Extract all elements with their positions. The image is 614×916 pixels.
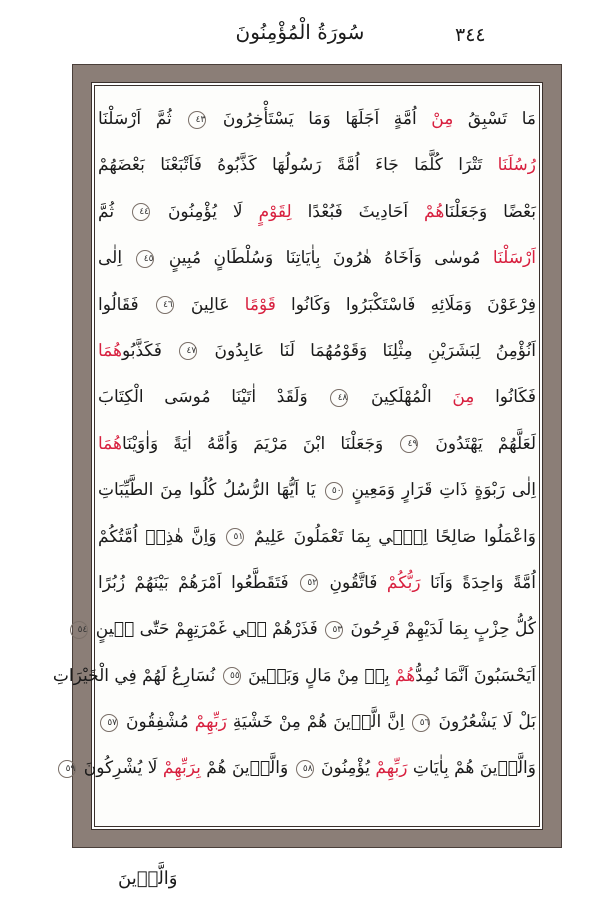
ayah-number-marker: ٤٨ — [330, 389, 348, 407]
text-segment: اِلٰى رَبْوَةٍ ذَاتِ قَرَارٍ وَمَعِينٍ — [344, 480, 536, 501]
highlighted-word: رَبُّكُمْ — [386, 572, 421, 593]
ayah-number-marker: ٤٧ — [179, 342, 197, 360]
text-segment: مُوسٰى وَاَخَاهُ هٰرُونَ بِاٰيَاتِنَا وَسُلْطَانٍ مُبِينٍ — [156, 248, 493, 269]
text-segment: وَاعْمَلُوا صَالِحًا اِنّ۪ي بِمَا تَعْمَلُونَ عَلِيمٌ — [246, 526, 536, 547]
text-line — [98, 560, 536, 606]
ayah-number-marker: ٥٣ — [325, 621, 343, 639]
text-segment: اَنُؤْمِنُ لِبَشَرَيْنِ مِثْلِنَا وَقَوْمُهُمَا لَنَا عَابِدُونَ — [199, 340, 536, 361]
ayah-number-marker: ٥١ — [226, 528, 244, 546]
text-segment: فَكَانُوا — [474, 387, 537, 408]
text-segment: فَاتَّقُونِ — [320, 572, 387, 593]
text-segment: اِنَّ الَّذ۪ينَ هُمْ مِنْ خَشْيَةِ — [226, 712, 411, 733]
ayah-number-marker: ٥٦ — [412, 714, 430, 732]
ayah-number-marker: ٥٥ — [223, 667, 241, 685]
highlighted-word: هُمَا — [98, 340, 122, 361]
text-line — [98, 421, 536, 467]
text-line — [98, 235, 536, 281]
text-line — [98, 142, 536, 188]
page-header — [0, 0, 614, 58]
ayah-number-marker: ٥٠ — [325, 482, 343, 500]
highlighted-word: مِنَ — [452, 387, 475, 408]
text-segment: اَحَادِيثَ فَبُعْدًا — [291, 201, 425, 222]
text-segment: عَالِينَ — [175, 294, 245, 315]
surah-title: سُورَةُ الْمُؤْمِنُونَ — [235, 20, 365, 44]
text-line — [65, 745, 536, 791]
ayah-number-marker: ٥٩ — [58, 760, 76, 778]
highlighted-word: رَبِّهِمْ — [375, 758, 408, 779]
text-line — [98, 699, 536, 745]
text-segment: وَلَقَدْ اٰتَيْنَا مُوسَى الْكِتَابَ — [98, 387, 329, 408]
text-segment: اِلٰى — [98, 248, 135, 269]
text-segment: ثُمَّ اَرْسَلْنَا — [98, 109, 187, 129]
ayah-number-marker: ٤٣ — [188, 111, 206, 129]
highlighted-word: هُمْ — [394, 665, 416, 686]
text-segment: اَيَحْسَبُونَ اَنَّمَا نُمِدُّ — [415, 665, 536, 686]
text-segment: لَعَلَّهُمْ يَهْتَدُونَ — [420, 433, 536, 454]
text-segment: تَتْرَا كُلَّمَا جَاءَ اُمَّةً رَسُولُهَا كَذَّبُوهُ فَاَتْبَعْنَا بَعْضَهُمْ — [98, 155, 498, 176]
ayah-number-marker: ٤٤ — [132, 203, 150, 221]
text-segment: لَا يُؤْمِنُونَ — [152, 201, 259, 222]
highlighted-word: هُمَا — [98, 433, 122, 454]
quran-text-block — [52, 96, 537, 820]
text-segment: بِه۪ مِنْ مَالٍ وَبَن۪ينَ — [242, 665, 395, 686]
catchword: وَالَّذ۪ينَ — [118, 868, 178, 889]
ayah-number-marker: ٤٩ — [400, 435, 418, 453]
text-segment: مَا تَسْبِقُ — [453, 109, 536, 129]
ayah-number-marker: ٥٤ — [70, 621, 88, 639]
highlighted-word: مِنْ — [431, 109, 454, 129]
highlighted-word: لِقَوْمٍ — [258, 201, 292, 222]
text-segment: وَجَعَلْنَا ابْنَ مَرْيَمَ وَاُمَّهُ اٰيَةً وَاٰوَيْنَا — [121, 433, 399, 454]
ayah-number-marker: ٥٨ — [296, 760, 314, 778]
ayah-number-marker: ٤٦ — [156, 296, 174, 314]
text-segment: لَا يُشْرِكُونَ — [78, 758, 163, 779]
highlighted-word: قَوْمًا — [244, 294, 276, 315]
highlighted-word: رُسُلَنَا — [497, 155, 536, 176]
text-line — [98, 514, 536, 560]
page-number: ٣٤٤ — [455, 24, 486, 46]
text-segment: وَالَّذ۪ينَ هُمْ — [200, 758, 294, 779]
text-segment: ثُمَّ — [98, 201, 130, 222]
text-segment: اُمَّةً وَاحِدَةً وَاَنَا — [420, 572, 536, 593]
text-segment: فَتَقَطَّعُوا اَمْرَهُمْ بَيْنَهُمْ زُبُرًا — [98, 572, 299, 593]
text-segment: فَكَذَّبُو — [121, 340, 178, 361]
text-line — [77, 606, 536, 652]
text-segment: فَقَالُوا — [98, 294, 154, 315]
ayah-number-marker: ٤٥ — [136, 250, 154, 268]
text-segment: يُؤْمِنُونَ — [315, 758, 376, 779]
text-segment: فَذَرْهُمْ ف۪ي غَمْرَتِهِمْ حَتّٰى ح۪ينٍ — [90, 619, 324, 640]
text-line — [98, 96, 536, 142]
highlighted-word: رَبِّهِمْ — [194, 712, 227, 733]
text-segment: كُلُّ حِزْبٍ بِمَا لَدَيْهِمْ فَرِحُونَ — [345, 619, 536, 640]
ayah-number-marker: ٥٧ — [100, 714, 118, 732]
text-segment: اُمَّةٍ اَجَلَهَا وَمَا يَسْتَأْخِرُونَ — [208, 109, 432, 129]
text-line — [98, 467, 536, 513]
text-segment: مُشْفِقُونَ — [120, 712, 195, 733]
text-segment: الْمُهْلَكِينَ — [350, 387, 453, 408]
text-segment: نُسَارِعُ لَهُمْ فِي الْخَيْرَاتِ — [52, 665, 221, 686]
text-line — [52, 653, 536, 699]
text-line — [98, 282, 536, 328]
text-segment: بَلْ لَا يَشْعُرُونَ — [432, 712, 537, 733]
text-line — [98, 189, 536, 235]
text-segment: يَا اَيُّهَا الرُّسُلُ كُلُوا مِنَ الطَّيِّبَاتِ — [98, 480, 323, 501]
text-segment: فِرْعَوْنَ وَمَلَائِهِ فَاسْتَكْبَرُوا وَكَانُوا — [275, 294, 536, 315]
ayah-number-marker: ٥٢ — [300, 574, 318, 592]
text-line — [98, 374, 536, 420]
text-segment: بَعْضًا وَجَعَلْنَا — [444, 201, 536, 222]
text-segment: وَالَّذ۪ينَ هُمْ بِاٰيَاتِ — [407, 758, 536, 779]
highlighted-word: بِرَبِّهِمْ — [162, 758, 201, 779]
highlighted-word: اَرْسَلْنَا — [492, 248, 536, 269]
highlighted-word: هُمْ — [424, 201, 445, 222]
text-segment: وَاِنَّ هٰذِه۪ اُمَّتُكُمْ — [98, 526, 225, 547]
text-line — [98, 328, 536, 374]
